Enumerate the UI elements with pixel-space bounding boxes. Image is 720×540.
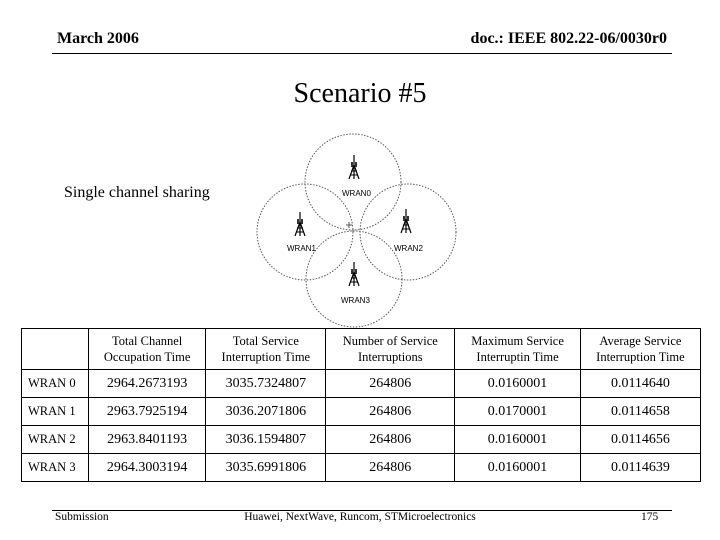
table-cell: 0.0160001	[455, 426, 581, 454]
table-cell: 2964.3003194	[89, 454, 206, 482]
column-header: Number of Service Interruptions	[326, 329, 455, 370]
tower-icon	[349, 155, 359, 179]
row-label: WRAN 1	[22, 398, 89, 426]
wran-label-1: WRAN1	[287, 244, 316, 253]
header-date: March 2006	[57, 30, 139, 47]
table-corner-cell	[22, 329, 89, 370]
table-row	[22, 454, 701, 482]
row-label: WRAN 3	[22, 454, 89, 482]
table-cell: 0.0114656	[580, 426, 700, 454]
header-doc-id: doc.: IEEE 802.22-06/0030r0	[470, 30, 667, 47]
column-header: Average Service Interruption Time	[580, 329, 700, 370]
tower-icon	[295, 212, 305, 236]
slide-title: Scenario #5	[293, 78, 427, 109]
table-cell: 264806	[326, 454, 455, 482]
table-cell: 3036.1594807	[206, 426, 326, 454]
table-cell: 2963.8401193	[89, 426, 206, 454]
tower-icon	[349, 262, 359, 286]
wran-label-2: WRAN2	[394, 244, 423, 253]
row-label: WRAN 0	[22, 370, 89, 398]
table-cell: 2963.7925194	[89, 398, 206, 426]
footer-submission: Submission	[55, 511, 109, 523]
table-cell: 3036.2071806	[206, 398, 326, 426]
header-rule	[52, 53, 672, 54]
tower-icon	[401, 209, 411, 233]
table-row	[22, 398, 701, 426]
page-number: 175	[641, 511, 659, 523]
table-cell: 3035.6991806	[206, 454, 326, 482]
table-cell: 3035.7324807	[206, 370, 326, 398]
wran-label-0: WRAN0	[342, 189, 371, 198]
table-row	[22, 426, 701, 454]
column-header: Total Channel Occupation Time	[89, 329, 206, 370]
footer-authors: Huawei, NextWave, Runcom, STMicroelectronics	[244, 511, 476, 523]
table-cell: 264806	[326, 370, 455, 398]
coverage-circle-wran2	[360, 184, 456, 280]
wran-diagram-svg	[250, 126, 470, 331]
wran-diagram	[250, 126, 470, 336]
table-cell: 0.0114639	[580, 454, 700, 482]
table-cell: 264806	[326, 426, 455, 454]
column-header: Total Service Interruption Time	[206, 329, 326, 370]
table-cell: 0.0160001	[455, 454, 581, 482]
coverage-circle-wran0	[305, 134, 401, 230]
table-cell: 0.0114640	[580, 370, 700, 398]
table-cell: 0.0114658	[580, 398, 700, 426]
column-header: Maximum Service Interruptin Time	[455, 329, 581, 370]
table-row	[22, 370, 701, 398]
subtitle: Single channel sharing	[64, 184, 210, 201]
wran-label-3: WRAN3	[341, 296, 370, 305]
table-header-row	[22, 329, 701, 370]
table-cell: 2964.2673193	[89, 370, 206, 398]
table-cell: 0.0160001	[455, 370, 581, 398]
results-table	[21, 328, 701, 482]
row-label: WRAN 2	[22, 426, 89, 454]
coverage-circle-wran1	[257, 184, 353, 280]
table-cell: 264806	[326, 398, 455, 426]
table-cell: 0.0170001	[455, 398, 581, 426]
